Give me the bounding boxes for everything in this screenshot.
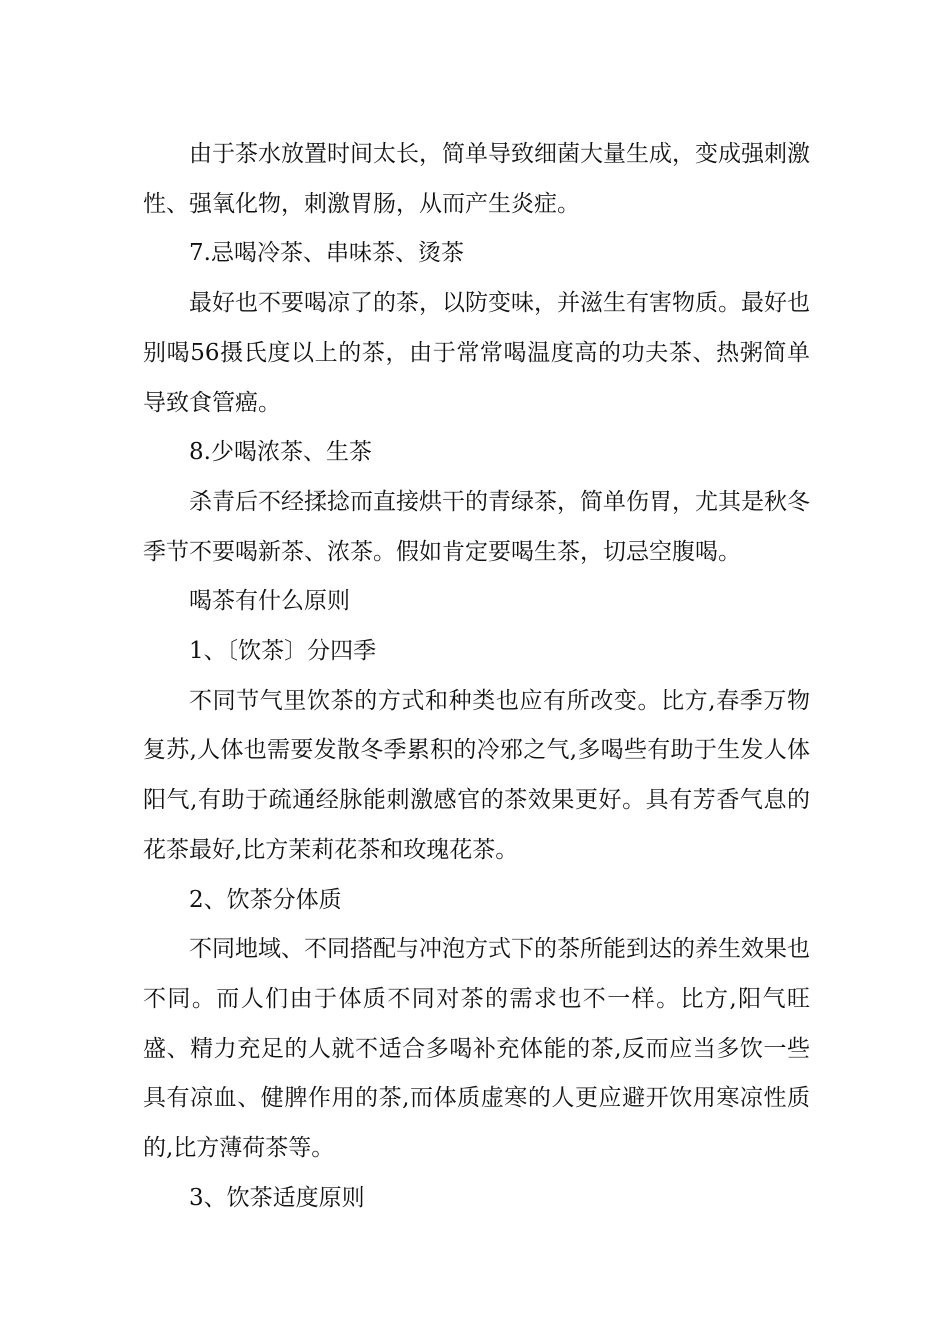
section-heading: 8.少喝浓茶、生茶 [189,439,372,466]
paragraph: 最好也不要喝凉了的茶，以防变味，并滋生有害物质。最好也别喝56摄氏度以上的茶，由于常常喝温度高的功夫茶、热粥简单导致食管癌。 [143,290,810,416]
section-heading: 喝茶有什么原则 [189,588,350,615]
document-body [143,130,810,1223]
paragraph: 杀青后不经揉捻而直接烘干的青绿茶，简单伤胃，尤其是秋冬季节不要喝新茶、浓茶。假如肯定要喝生茶，切忌空腹喝。 [143,488,810,565]
section-heading: 2、饮茶分体质 [189,886,342,913]
section-heading: 1、〔饮茶〕分四季 [189,638,377,665]
section-heading: 3、饮茶适度原则 [189,1184,365,1211]
paragraph: 不同节气里饮茶的方式和种类也应有所改变。比方,春季万物复苏,人体也需要发散冬季累积的冷邪之气,多喝些有助于生发人体阳气,有助于疏通经脉能刺激感官的茶效果更好。具有芳香气息的花茶最好,比方茉莉花茶和玫瑰花茶。 [143,687,810,863]
section-heading: 7.忌喝冷茶、串味茶、烫茶 [189,240,464,267]
paragraph: 不同地域、不同搭配与冲泡方式下的茶所能到达的养生效果也不同。而人们由于体质不同对茶的需求也不一样。比方,阳气旺盛、精力充足的人就不适合多喝补充体能的茶,反而应当多饮一些具有凉血、健脾作用的茶,而体质虚寒的人更应避开饮用寒凉性质的,比方薄荷茶等。 [143,936,810,1162]
paragraph: 由于茶水放置时间太长，简单导致细菌大量生成，变成强刺激性、强氧化物，刺激胃肠，从而产生炎症。 [143,141,810,217]
